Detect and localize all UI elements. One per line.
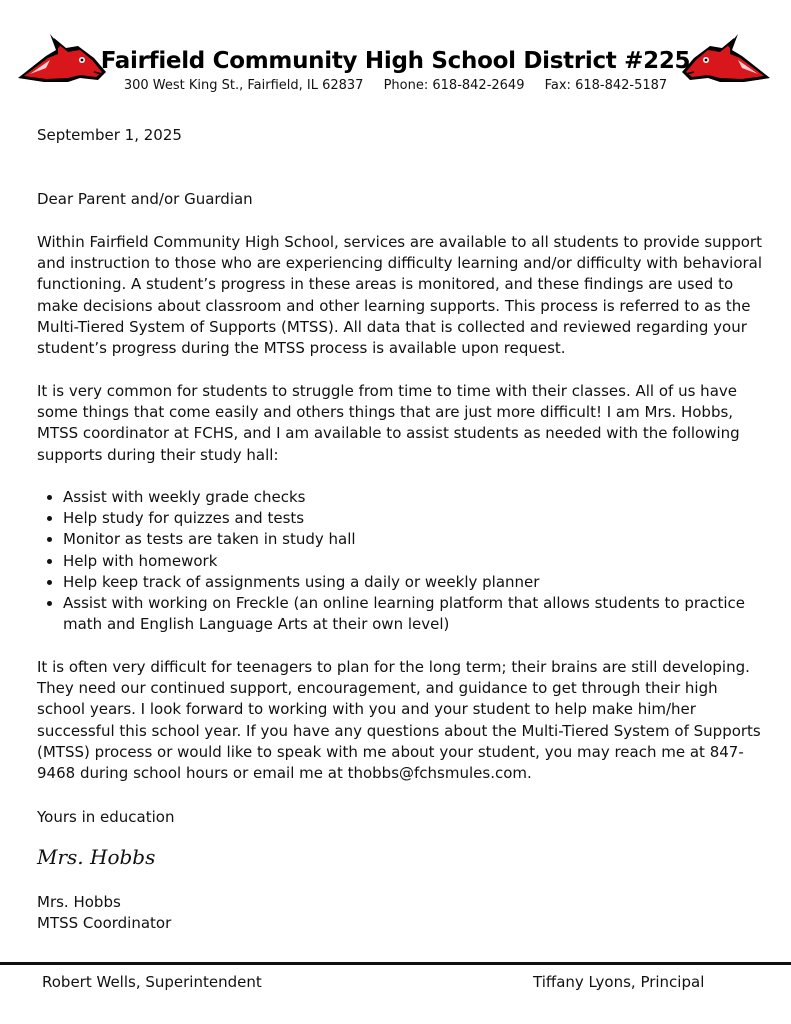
support-list bbox=[37, 487, 767, 635]
school-phone: Phone: 618-842-2649 bbox=[383, 78, 525, 93]
list-item: • Help study for quizzes and tests bbox=[63, 508, 767, 529]
letter-paragraph-3: It is often very difficult for teenagers to plan for the long term; their brains are still developing. They need our continued support, encouragement, and guidance to get through their high school years. I look forward to working with you and your student to help make him/her successful this school year. If you have any questions about the Multi-Tiered System of Supports (MTSS) process or would like to speak with me about your student, you may reach me at 847-9468 during school hours or email me at thobbs@fchsmules.com. bbox=[37, 658, 761, 783]
footer-divider bbox=[0, 962, 791, 965]
signer-block bbox=[37, 892, 767, 934]
signer-title: MTSS Coordinator bbox=[37, 914, 172, 933]
handwritten-signature: Mrs. Hobbs bbox=[37, 845, 156, 869]
signer-name: Mrs. Hobbs bbox=[37, 893, 121, 911]
letter-paragraph-2: It is very common for students to struggle from time to time with their classes. All of us have some things that come easily and others things that are just more difficult! I am Mrs. Hobbs, MTSS coordinator at FCHS, and I am available to assist students as needed with the following supports during their study hall: bbox=[37, 382, 740, 464]
footer-principal: Tiffany Lyons, Principal bbox=[533, 973, 705, 991]
letter-salutation: Dear Parent and/or Guardian bbox=[37, 190, 253, 208]
letter-date: September 1, 2025 bbox=[37, 126, 182, 144]
list-item: • Help keep track of assignments using a daily or weekly planner bbox=[63, 572, 767, 593]
letterhead-contact bbox=[0, 78, 791, 93]
letter-paragraph-1: Within Fairfield Community High School, services are available to all students to provide support and instruction to those who are experiencing difficulty learning and/or difficulty with behavioral functioning. A student’s progress in these areas is monitored, and these findings are used to make decisions about classroom and other learning supports. This process is referred to as the Multi-Tiered System of Supports (MTSS). All data that is collected and reviewed regarding your student’s progress during the MTSS process is available upon request. bbox=[37, 233, 763, 358]
list-item: • Help with homework bbox=[63, 551, 767, 572]
letterhead-title: Fairfield Community High School District #225 bbox=[100, 48, 691, 74]
list-item: • Monitor as tests are taken in study hall bbox=[63, 529, 767, 550]
letter-closing: Yours in education bbox=[37, 808, 175, 826]
footer-superintendent: Robert Wells, Superintendent bbox=[42, 973, 262, 991]
list-item: • Assist with weekly grade checks bbox=[63, 487, 767, 508]
school-fax: Fax: 618-842-5187 bbox=[544, 78, 668, 93]
list-item: • Assist with working on Freckle (an online learning platform that allows students to practice math and English Language Arts at their own level) bbox=[63, 593, 767, 635]
school-address: 300 West King St., Fairfield, IL 62837 bbox=[123, 78, 364, 93]
